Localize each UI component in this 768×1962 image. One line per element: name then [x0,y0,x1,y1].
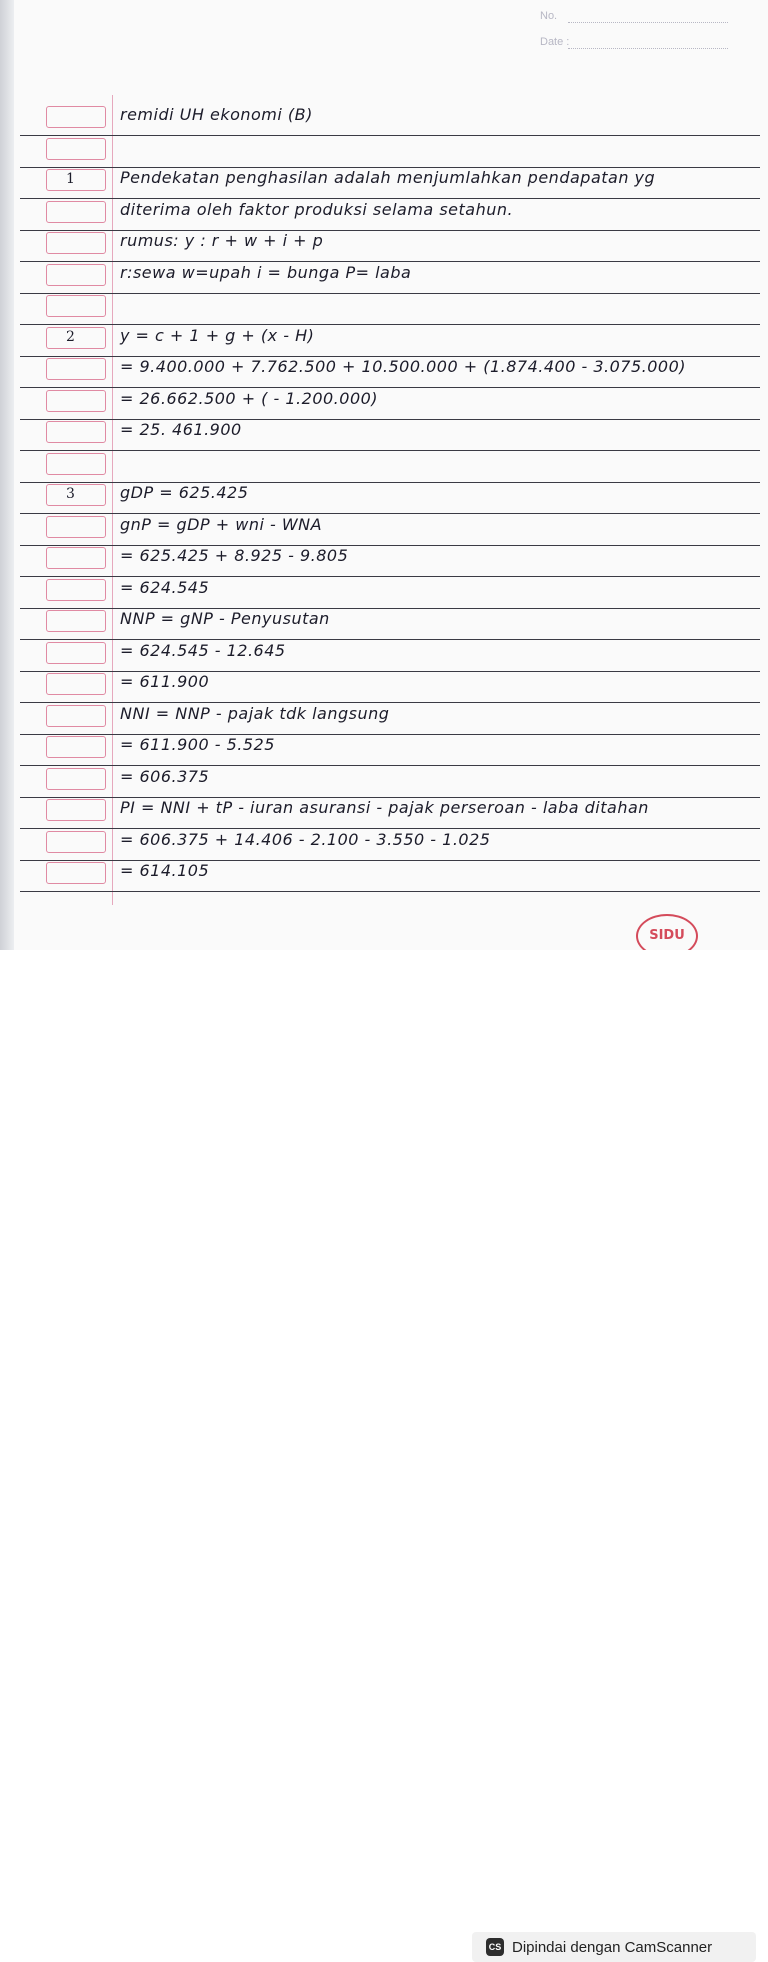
margin-box [46,831,106,853]
margin-box [46,138,106,160]
handwritten-text: = 26.662.500 + ( - 1.200.000) [120,388,379,408]
camscanner-label: Dipindai dengan CamScanner [512,1938,713,1956]
margin-box [46,768,106,790]
handwritten-text: rumus: y : r + w + i + p [120,231,324,250]
handwritten-text: = 606.375 + 14.406 - 2.100 - 3.550 - 1.025 [120,829,491,849]
margin-box [46,579,106,601]
margin-box [46,295,106,317]
handwritten-text: = 624.545 [120,577,210,597]
handwritten-text: = 25. 461.900 [120,420,242,439]
page-header [540,10,569,62]
margin-box [46,610,106,632]
margin-box [46,390,106,412]
handwritten-text: gDP = 625.425 [120,483,249,502]
margin-box [46,201,106,223]
margin-box [46,799,106,821]
scan-footer [0,950,768,1956]
handwritten-text: = 625.425 + 8.925 - 9.805 [120,546,349,565]
question-number: 1 [66,171,75,187]
handwritten-text: = 624.545 - 12.645 [120,640,286,660]
margin-box [46,327,106,349]
camscanner-icon: CS [486,1938,504,1956]
handwritten-text: gnP = gDP + wni - WNA [120,514,323,534]
camscanner-badge [472,1932,756,1962]
notebook-page [0,0,768,950]
handwritten-text: diterima oleh faktor produksi selama setahun. [120,199,514,219]
handwritten-text: y = c + 1 + g + (x - H) [120,325,315,345]
margin-box [46,736,106,758]
handwritten-text: r:sewa w=upah i = bunga P= laba [120,262,412,282]
question-number: 3 [66,486,75,502]
handwritten-text: PI = NNI + tP - iuran asuransi - pajak perseroan - laba ditahan [120,798,649,817]
margin-box [46,421,106,443]
notebook-line [20,856,760,892]
margin-box [46,453,106,475]
margin-box [46,169,106,191]
margin-box [46,358,106,380]
handwritten-text: = 611.900 - 5.525 [120,735,275,754]
margin-box [46,484,106,506]
question-number: 2 [66,328,75,345]
page-binding-edge [0,0,14,950]
handwritten-text: NNI = NNP - pajak tdk langsung [120,703,390,723]
handwritten-text: = 611.900 [120,672,210,691]
margin-box [46,264,106,286]
handwritten-text: NNP = gNP - Penyusutan [120,609,330,628]
margin-box [46,862,106,884]
sidu-stamp: SIDU [636,914,698,958]
date-label: Date : [540,36,569,62]
handwritten-text: Pendekatan penghasilan adalah menjumlahkan pendapatan yg [120,168,656,187]
margin-box [46,106,106,128]
margin-box [46,547,106,569]
handwritten-text: = 614.105 [120,861,210,880]
margin-box [46,642,106,664]
handwritten-text: remidi UH ekonomi (B) [120,105,313,124]
margin-box [46,673,106,695]
margin-box [46,705,106,727]
handwritten-text: = 9.400.000 + 7.762.500 + 10.500.000 + (1.874.400 - 3.075.000) [120,357,686,376]
margin-box [46,232,106,254]
handwritten-text: = 606.375 [120,766,210,786]
ruled-line [20,891,760,892]
margin-box [46,516,106,538]
no-label: No. [540,10,569,36]
